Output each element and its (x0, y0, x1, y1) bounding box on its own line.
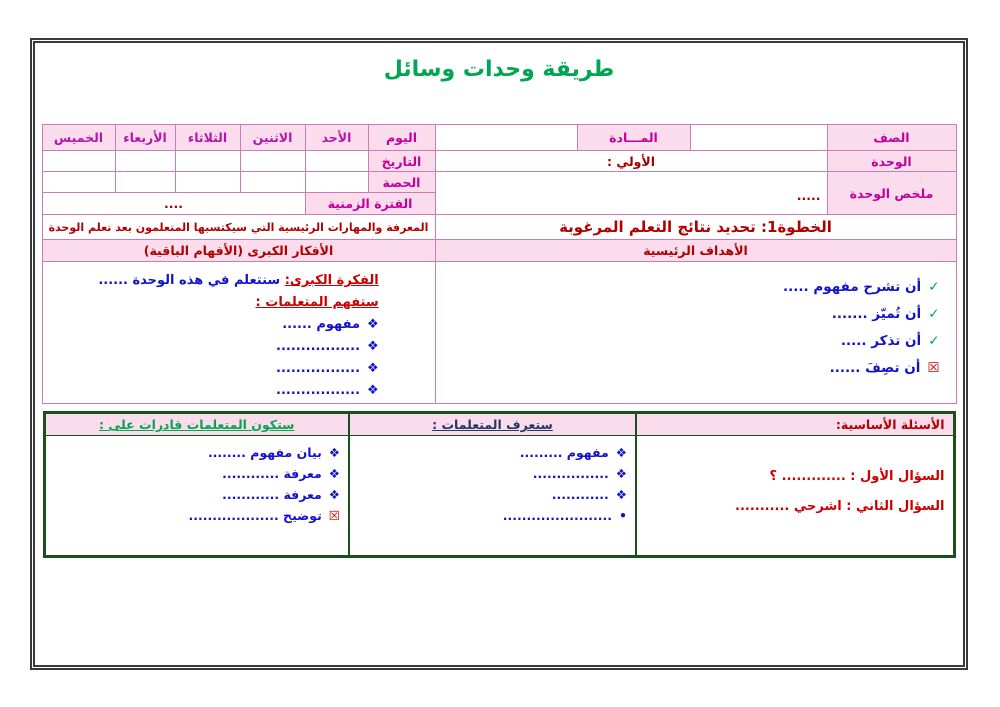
objective-text: أن تذكر ..... (840, 333, 922, 349)
know-item-text: ....................... (502, 508, 612, 523)
period-label: الحصة (368, 172, 435, 193)
bullet-icon: • (619, 508, 627, 523)
day-header-tuesday: الثلاثاء (175, 125, 240, 151)
know-item-text: ............ (551, 487, 609, 502)
page-title: طريقة وحدات وسائل (383, 57, 615, 82)
objectives-list-cell (435, 262, 956, 404)
know-cell (349, 436, 636, 557)
outcomes-body-row (44, 436, 954, 557)
diamond-icon: ❖ (328, 466, 340, 481)
question-item: السؤال الأول : ............. ؟ (769, 469, 945, 484)
day-label: اليوم (368, 125, 435, 151)
know-item-text: ................ (532, 466, 609, 481)
know-header-text: ستعرف المتعلمات : (432, 417, 553, 432)
diamond-icon: ❖ (615, 466, 627, 481)
objective-text: أن تُميّز ....... (831, 306, 922, 322)
able-item (50, 463, 341, 484)
understand-label-line (98, 292, 378, 314)
diamond-icon: ❖ (367, 383, 379, 398)
big-idea-label: الفكرة الكبرى: (284, 273, 379, 288)
day-header-thursday: الخميس (42, 125, 115, 151)
diamond-icon: ❖ (328, 487, 340, 502)
diamond-icon: ❖ (328, 445, 340, 460)
able-item-text: توضيح ................... (188, 508, 322, 523)
time-period-value: .... (42, 193, 305, 215)
objective-text: أن تشرح مفهوم ..... (783, 279, 922, 295)
know-item-text: مفهوم ......... (519, 445, 609, 460)
essential-questions-cell (636, 436, 954, 557)
objective-item (436, 355, 940, 382)
main-objectives-header: الأهداف الرئيسية (435, 240, 956, 262)
diamond-icon: ❖ (367, 361, 379, 376)
understand-item-text: مفهوم ...... (282, 317, 361, 332)
period-input-cell[interactable] (175, 172, 240, 193)
subject-label: المـــادة (577, 125, 690, 151)
objective-item (436, 301, 940, 328)
date-input-cell[interactable] (175, 151, 240, 172)
objective-item (436, 328, 940, 355)
check-icon: ✓ (928, 306, 940, 322)
date-input-cell[interactable] (42, 151, 115, 172)
know-item (354, 505, 627, 526)
crossed-box-icon: ☒ (927, 360, 940, 376)
day-header-monday: الاثنين (240, 125, 305, 151)
diamond-icon: ❖ (367, 317, 379, 332)
day-header-sunday: الأحد (305, 125, 368, 151)
able-item-text: بيان مفهوم ........ (207, 445, 322, 460)
subject-input-cell[interactable] (435, 125, 577, 151)
period-input-cell[interactable] (305, 172, 368, 193)
date-input-cell[interactable] (115, 151, 175, 172)
understand-item (98, 336, 378, 358)
document-page (30, 38, 968, 670)
period-input-cell[interactable] (42, 172, 115, 193)
knowledge-skills-note: المعرفة والمهارات الرئيسية التي سيكتسبها المتعلمون بعد تعلم الوحدة (42, 215, 435, 240)
unit-summary-label: ملخص الوحدة (827, 172, 956, 215)
big-ideas-header: الأفكار الكبرى (الأفهام الباقية) (42, 240, 435, 262)
check-icon: ✓ (928, 333, 940, 349)
unit-info-table (42, 124, 957, 404)
big-idea-text: سنتعلم في هذه الوحدة ...... (98, 273, 281, 288)
understand-item-text: ................. (276, 361, 361, 376)
essential-questions-header (636, 413, 954, 436)
class-label: الصف (827, 125, 956, 151)
date-input-cell[interactable] (305, 151, 368, 172)
able-header-text: ستكون المتعلمات قادرات على : (99, 417, 295, 432)
able-item-text: معرفة ............ (222, 466, 322, 481)
able-header (44, 413, 349, 436)
understand-item (98, 358, 378, 380)
objective-item (436, 274, 940, 301)
outcomes-header-row (44, 413, 954, 436)
understand-item (98, 380, 378, 402)
understand-item (98, 314, 378, 336)
know-item (354, 484, 627, 505)
big-ideas-block (98, 270, 378, 402)
unit-value: الأولي : (435, 151, 827, 172)
time-period-label: الفترة الزمنية (305, 193, 435, 215)
able-item (50, 442, 341, 463)
period-input-cell[interactable] (115, 172, 175, 193)
crossed-box-icon: ☒ (328, 508, 340, 523)
know-item (354, 442, 627, 463)
period-input-cell[interactable] (240, 172, 305, 193)
learning-outcomes-table (43, 411, 956, 558)
date-label: التاريخ (368, 151, 435, 172)
date-input-cell[interactable] (240, 151, 305, 172)
check-icon: ✓ (928, 279, 940, 295)
able-item (50, 505, 341, 526)
able-cell (44, 436, 349, 557)
understand-item-text: ................. (276, 383, 361, 398)
essential-questions-header-text: الأسئلة الأساسية: (835, 417, 945, 432)
able-item-text: معرفة ............ (222, 487, 322, 502)
diamond-icon: ❖ (615, 487, 627, 502)
know-header (349, 413, 636, 436)
question-item: السؤال الثاني : اشرحي ........... (735, 499, 945, 514)
unit-label: الوحدة (827, 151, 956, 172)
understand-item-text: ................. (276, 339, 361, 354)
diamond-icon: ❖ (615, 445, 627, 460)
day-header-wednesday: الأربعاء (115, 125, 175, 151)
big-ideas-cell (42, 262, 435, 404)
objective-text: أن تصِفَ ...... (829, 360, 921, 376)
understand-label: ستفهم المتعلمات : (255, 295, 379, 310)
know-item (354, 463, 627, 484)
class-input-cell[interactable] (690, 125, 827, 151)
unit-summary-value: ..... (435, 172, 827, 215)
step1-title: الخطوة1: تحديد نتائج التعلم المرغوبة (435, 215, 956, 240)
big-idea-line (98, 270, 378, 292)
diamond-icon: ❖ (367, 339, 379, 354)
able-item (50, 484, 341, 505)
